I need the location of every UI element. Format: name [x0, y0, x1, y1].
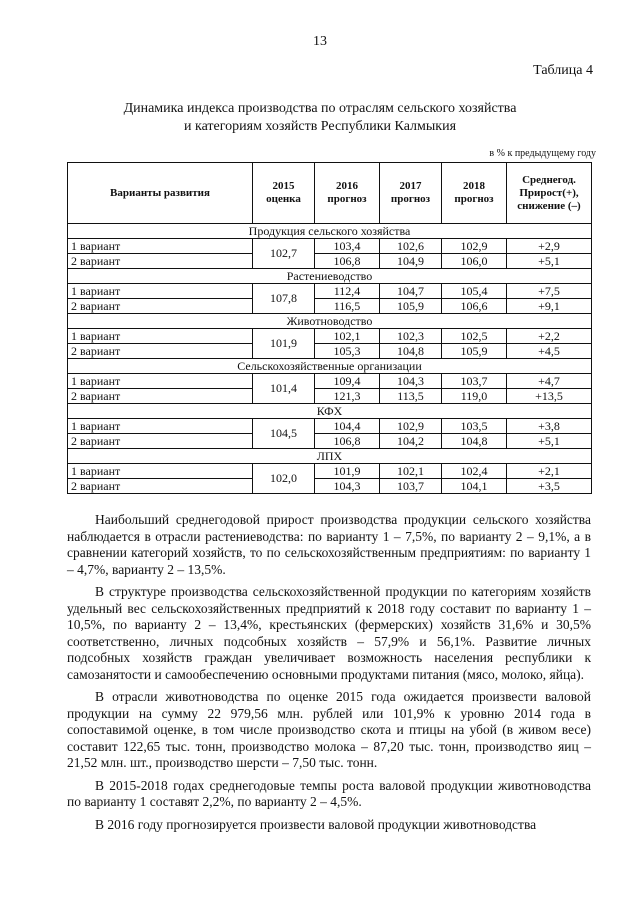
body-text — [67, 512, 591, 839]
value-2017-cell: 104,9 — [380, 254, 442, 269]
paragraph: В 2016 году прогнозируется произвести валовой продукции животноводства — [95, 816, 537, 832]
section-title: ЛПХ — [68, 449, 592, 464]
paragraph: В структуре производства сельскохозяйственной продукции по категориям хозяйств удельный вес сельскохозяйственных предприятий к 2018 году составит по варианту 1 – 10,5%, по варианту 2 – 13,4%, крестьянских (фермерских) хозяйств 31,6% и 30,5% соответственно, личных подсобных хозяйств – 57,9% и 56,1%. Развитие личных подсобных хозяйств граждан увеличивает возможность населения республики к самозанятости и самообеспечению основными продуктами питания (мясо, молоко, яйца). — [67, 584, 591, 682]
header-2017: 2017 прогноз — [380, 163, 442, 224]
value-2016-cell: 103,4 — [315, 239, 380, 254]
value-2017-cell: 102,6 — [380, 239, 442, 254]
table-title — [0, 100, 640, 136]
variant-label: 2 вариант — [68, 389, 253, 404]
average-growth-cell: +5,1 — [507, 434, 592, 449]
average-growth-cell: +7,5 — [507, 284, 592, 299]
estimate-2015-cell: 102,0 — [253, 464, 315, 494]
table-row — [68, 329, 592, 344]
section-title: Растениеводство — [68, 269, 592, 284]
paragraph: Наибольший среднегодовой прирост производства продукции сельского хозяйства наблюдается в отрасли растениеводства: по варианту 1 – 7,5%, по варианту 2 – 9,1%, а в сравнении категорий хозяйств, то по сельскохозяйственным предприятиям: по варианту 1 – 4,7%, варианту 2 – 13,5%. — [67, 512, 591, 577]
table-row — [68, 389, 592, 404]
table-row — [68, 434, 592, 449]
table-row — [68, 299, 592, 314]
section-row — [68, 404, 592, 419]
table-title-line-2: и категориям хозяйств Республики Калмыкия — [183, 119, 457, 134]
value-2017-cell: 104,2 — [380, 434, 442, 449]
value-2016-cell: 112,4 — [315, 284, 380, 299]
paragraph: В 2015-2018 годах среднегодовые темпы роста валовой продукции животноводства по варианту 1 составят 2,2%, по варианту 2 – 4,5%. — [67, 777, 591, 809]
value-2018-cell: 119,0 — [442, 389, 507, 404]
section-row — [68, 314, 592, 329]
header-2016: 2016 прогноз — [315, 163, 380, 224]
value-2017-cell: 105,9 — [380, 299, 442, 314]
value-2017-cell: 113,5 — [380, 389, 442, 404]
variant-label: 2 вариант — [68, 254, 253, 269]
table-row — [68, 344, 592, 359]
value-2017-cell: 104,7 — [380, 284, 442, 299]
section-row — [68, 224, 592, 239]
table-body — [68, 224, 592, 494]
value-2018-cell: 102,5 — [442, 329, 507, 344]
value-2017-cell: 102,3 — [380, 329, 442, 344]
value-2016-cell: 109,4 — [315, 374, 380, 389]
section-title: Сельскохозяйственные организации — [68, 359, 592, 374]
estimate-2015-cell: 101,4 — [253, 374, 315, 404]
section-title: Продукция сельского хозяйства — [68, 224, 592, 239]
value-2017-cell: 102,9 — [380, 419, 442, 434]
value-2018-cell: 102,9 — [442, 239, 507, 254]
value-2018-cell: 105,9 — [442, 344, 507, 359]
average-growth-cell: +9,1 — [507, 299, 592, 314]
value-2016-cell: 106,8 — [315, 254, 380, 269]
average-growth-cell: +4,7 — [507, 374, 592, 389]
table-row — [68, 464, 592, 479]
value-2016-cell: 116,5 — [315, 299, 380, 314]
header-2018: 2018 прогноз — [442, 163, 507, 224]
variant-label: 2 вариант — [68, 479, 253, 494]
variant-label: 2 вариант — [68, 434, 253, 449]
paragraph: В отрасли животноводства по оценке 2015 года ожидается произвести валовой продукции на сумму 22 979,56 млн. рублей или 101,9% к уровню 2014 года в сопоставимой оценке, в том числе производство скота и птицы на убой (в живом весе) составит 122,65 тыс. тонн, производство молока – 87,20 тыс. тонн, производство яиц – 21,52 млн. шт., производство шерсти – 7,50 тыс. тонн. — [67, 689, 591, 770]
value-2018-cell: 103,7 — [442, 374, 507, 389]
value-2018-cell: 104,1 — [442, 479, 507, 494]
variant-label: 2 вариант — [68, 299, 253, 314]
variant-label: 2 вариант — [68, 344, 253, 359]
average-growth-cell: +3,8 — [507, 419, 592, 434]
estimate-2015-cell: 104,5 — [253, 419, 315, 449]
average-growth-cell: +4,5 — [507, 344, 592, 359]
variant-label: 1 вариант — [68, 374, 253, 389]
table-label: Таблица 4 — [533, 63, 593, 78]
value-2018-cell: 104,8 — [442, 434, 507, 449]
estimate-2015-cell: 101,9 — [253, 329, 315, 359]
value-2016-cell: 102,1 — [315, 329, 380, 344]
value-2018-cell: 105,4 — [442, 284, 507, 299]
average-growth-cell: +5,1 — [507, 254, 592, 269]
average-growth-cell: +13,5 — [507, 389, 592, 404]
value-2018-cell: 106,6 — [442, 299, 507, 314]
table-row — [68, 479, 592, 494]
value-2017-cell: 102,1 — [380, 464, 442, 479]
header-variants: Варианты развития — [68, 163, 253, 224]
units-note: в % к предыдущему году — [489, 148, 596, 159]
section-row — [68, 359, 592, 374]
section-title: Животноводство — [68, 314, 592, 329]
value-2017-cell: 104,3 — [380, 374, 442, 389]
variant-label: 1 вариант — [68, 239, 253, 254]
table-row — [68, 374, 592, 389]
value-2016-cell: 104,3 — [315, 479, 380, 494]
table-header-row — [68, 163, 592, 224]
value-2017-cell: 104,8 — [380, 344, 442, 359]
value-2018-cell: 106,0 — [442, 254, 507, 269]
variant-label: 1 вариант — [68, 329, 253, 344]
table-row — [68, 254, 592, 269]
variant-label: 1 вариант — [68, 419, 253, 434]
variant-label: 1 вариант — [68, 284, 253, 299]
average-growth-cell: +2,9 — [507, 239, 592, 254]
table-row — [68, 239, 592, 254]
average-growth-cell: +2,2 — [507, 329, 592, 344]
value-2016-cell: 101,9 — [315, 464, 380, 479]
section-row — [68, 449, 592, 464]
variant-label: 1 вариант — [68, 464, 253, 479]
page-number: 13 — [313, 34, 327, 49]
value-2018-cell: 103,5 — [442, 419, 507, 434]
average-growth-cell: +2,1 — [507, 464, 592, 479]
value-2017-cell: 103,7 — [380, 479, 442, 494]
estimate-2015-cell: 102,7 — [253, 239, 315, 269]
value-2016-cell: 121,3 — [315, 389, 380, 404]
section-title: КФХ — [68, 404, 592, 419]
header-2015: 2015 оценка — [253, 163, 315, 224]
production-index-table — [67, 162, 592, 494]
estimate-2015-cell: 107,8 — [253, 284, 315, 314]
table-row — [68, 419, 592, 434]
header-average-growth: Среднегод. Прирост(+), снижение (–) — [507, 163, 592, 224]
table-row — [68, 284, 592, 299]
section-row — [68, 269, 592, 284]
value-2016-cell: 106,8 — [315, 434, 380, 449]
value-2016-cell: 104,4 — [315, 419, 380, 434]
value-2016-cell: 105,3 — [315, 344, 380, 359]
table-title-line-1: Динамика индекса производства по отраслям сельского хозяйства — [123, 101, 517, 116]
value-2018-cell: 102,4 — [442, 464, 507, 479]
average-growth-cell: +3,5 — [507, 479, 592, 494]
